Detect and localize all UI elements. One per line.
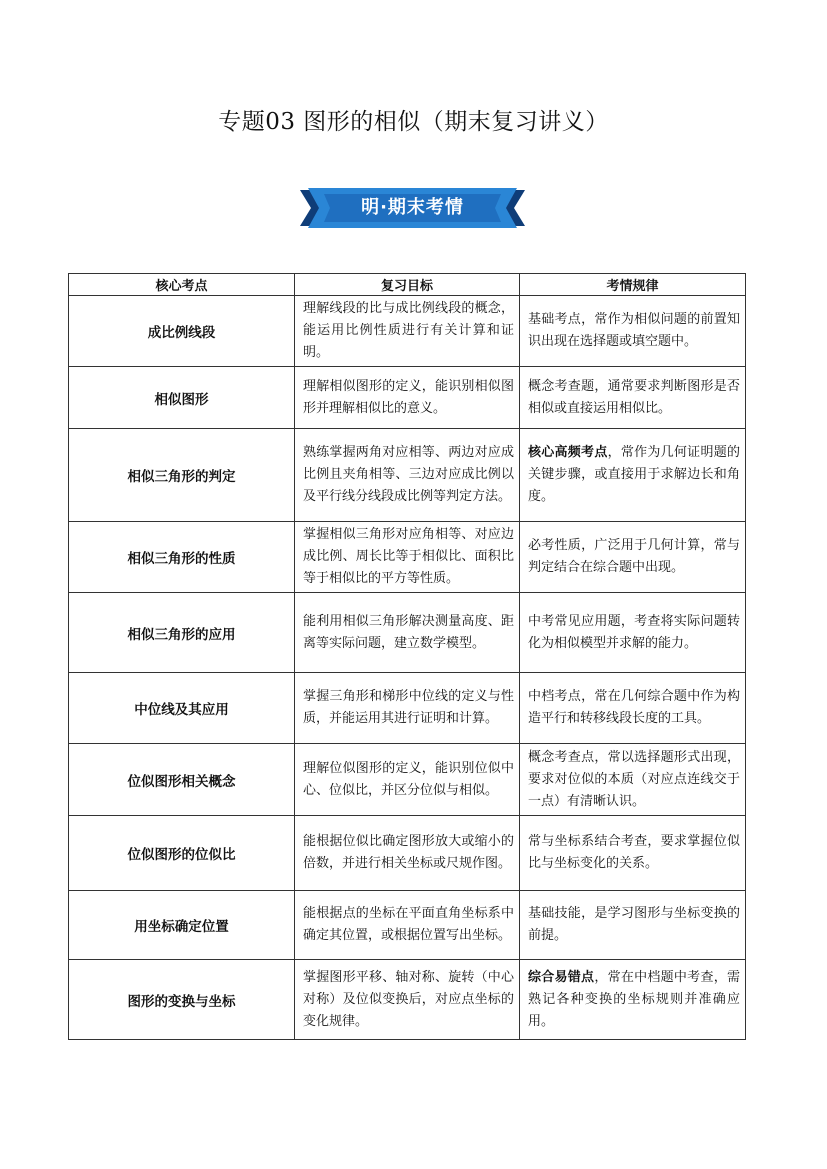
pattern-text: 中档考点，常在几何综合题中作为构造平行和转移线段长度的工具。 (528, 689, 740, 726)
pattern-text: 概念考查点，常以选择题形式出现，要求对位似的本质（对应点连线交于一点）有清晰认识。 (528, 749, 740, 809)
topic-cell: 中位线及其应用 (69, 673, 295, 744)
topic-cell: 用坐标确定位置 (69, 891, 295, 960)
pattern-text: 基础技能，是学习图形与坐标变换的前提。 (528, 906, 740, 943)
table-row (69, 816, 746, 891)
table-row (69, 593, 746, 673)
pattern-highlight: 综合易错点 (528, 969, 595, 985)
pattern-cell (520, 960, 746, 1040)
topic-cell: 位似图形相关概念 (69, 744, 295, 816)
pattern-cell (520, 816, 746, 891)
topic-cell: 相似图形 (69, 367, 295, 429)
topic-cell: 位似图形的位似比 (69, 816, 295, 891)
table-row (69, 891, 746, 960)
topic-cell: 相似三角形的性质 (69, 522, 295, 593)
goal-cell: 能利用相似三角形解决测量高度、距离等实际问题，建立数学模型。 (295, 593, 520, 673)
header-core-topic: 核心考点 (69, 274, 295, 296)
goal-cell: 掌握图形平移、轴对称、旋转（中心对称）及位似变换后，对应点坐标的变化规律。 (295, 960, 520, 1040)
table-header-row (69, 274, 746, 296)
topic-cell: 成比例线段 (69, 296, 295, 367)
exam-topics-table (68, 273, 746, 1040)
topic-cell: 相似三角形的判定 (69, 429, 295, 522)
banner-label: 明·期末考情 (361, 197, 464, 218)
pattern-text: ，常在中档题中考查，需熟记各种变换的坐标规则并准确应用。 (528, 969, 740, 1029)
pattern-cell (520, 296, 746, 367)
header-exam-pattern: 考情规律 (520, 274, 746, 296)
goal-cell: 掌握相似三角形对应角相等、对应边成比例、周长比等于相似比、面积比等于相似比的平方等性质。 (295, 522, 520, 593)
page-title: 专题03 图形的相似（期末复习讲义） (218, 109, 609, 135)
pattern-cell (520, 367, 746, 429)
pattern-cell (520, 673, 746, 744)
pattern-text: 基础考点，常作为相似问题的前置知识出现在选择题或填空题中。 (528, 312, 740, 349)
pattern-text: 常与坐标系结合考查，要求掌握位似比与坐标变化的关系。 (528, 834, 740, 871)
goal-cell: 理解位似图形的定义，能识别位似中心、位似比，并区分位似与相似。 (295, 744, 520, 816)
pattern-cell (520, 593, 746, 673)
pattern-text: 必考性质，广泛用于几何计算，常与判定结合在综合题中出现。 (528, 538, 740, 575)
table-row (69, 744, 746, 816)
pattern-text: ，常作为几何证明题的关键步骤，或直接用于求解边长和角度。 (528, 445, 740, 504)
topic-cell: 图形的变换与坐标 (69, 960, 295, 1040)
pattern-highlight: 核心高频考点 (528, 445, 608, 460)
header-review-goal: 复习目标 (295, 274, 520, 296)
goal-cell: 理解线段的比与成比例线段的概念，能运用比例性质进行有关计算和证明。 (295, 296, 520, 367)
goal-cell: 能根据点的坐标在平面直角坐标系中确定其位置，或根据位置写出坐标。 (295, 891, 520, 960)
table-row (69, 522, 746, 593)
goal-cell: 熟练掌握两角对应相等、两边对应成比例且夹角相等、三边对应成比例以及平行线分线段成比例等判定方法。 (295, 429, 520, 522)
pattern-cell (520, 891, 746, 960)
section-banner (296, 186, 529, 230)
goal-cell: 理解相似图形的定义，能识别相似图形并理解相似比的意义。 (295, 367, 520, 429)
pattern-text: 概念考查题，通常要求判断图形是否相似或直接运用相似比。 (528, 378, 740, 416)
pattern-text: 中考常见应用题，考查将实际问题转化为相似模型并求解的能力。 (528, 613, 740, 651)
topic-cell: 相似三角形的应用 (69, 593, 295, 673)
goal-cell: 能根据位似比确定图形放大或缩小的倍数，并进行相关坐标或尺规作图。 (295, 816, 520, 891)
goal-cell: 掌握三角形和梯形中位线的定义与性质，并能运用其进行证明和计算。 (295, 673, 520, 744)
table-row (69, 673, 746, 744)
pattern-cell (520, 744, 746, 816)
pattern-cell (520, 522, 746, 593)
table-row (69, 296, 746, 367)
table-row (69, 367, 746, 429)
table-row (69, 960, 746, 1040)
table-row (69, 429, 746, 522)
pattern-cell (520, 429, 746, 522)
